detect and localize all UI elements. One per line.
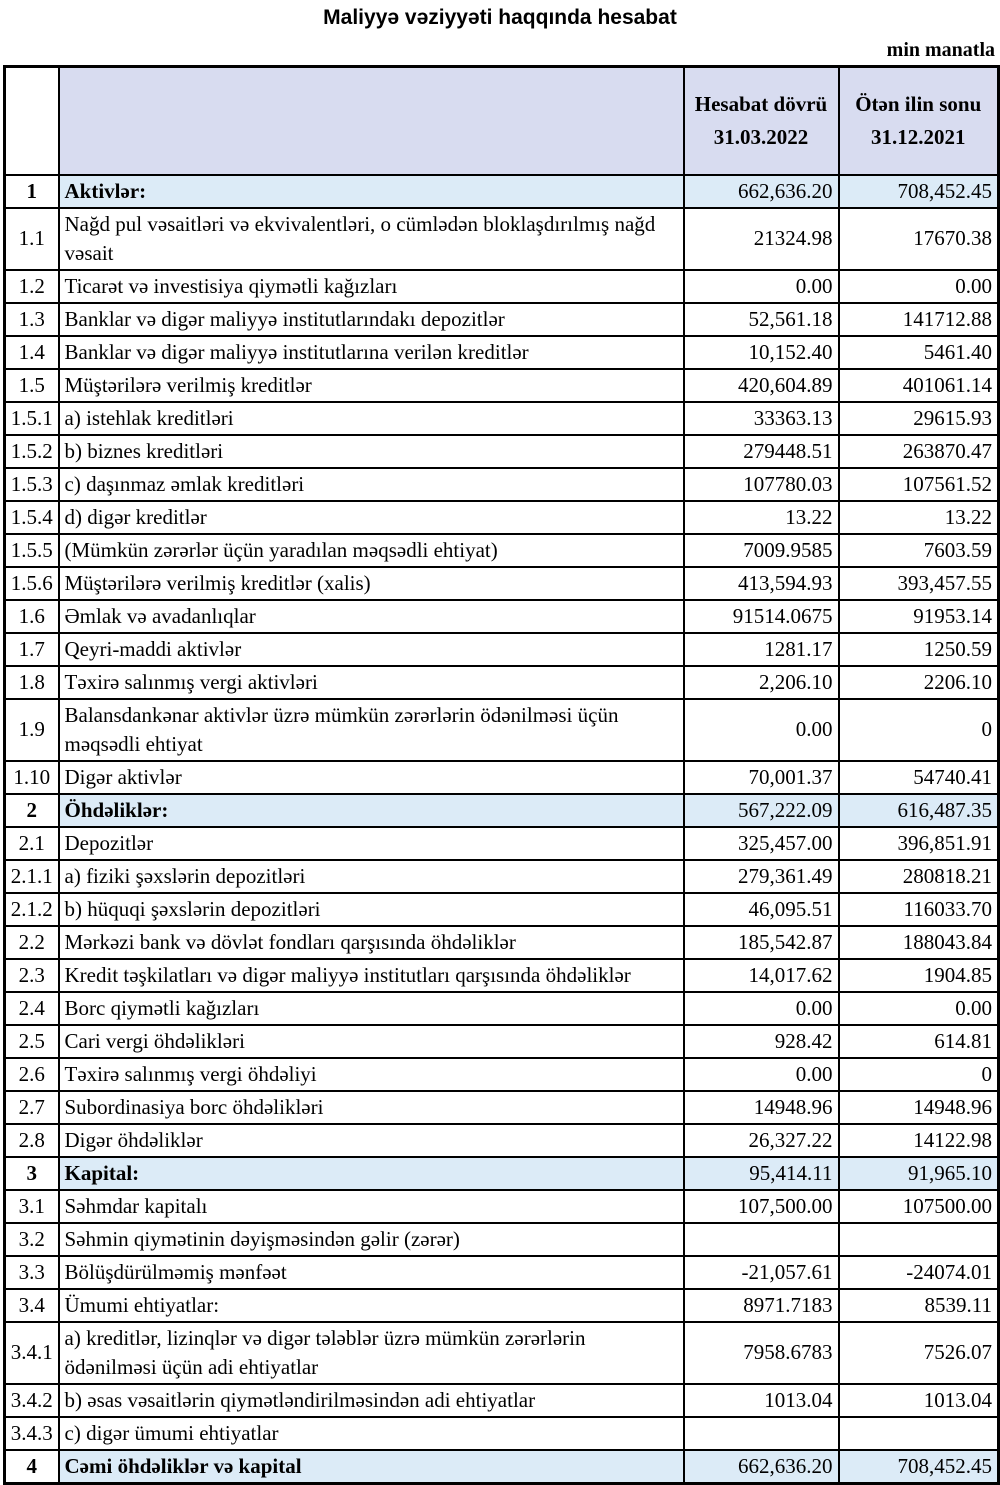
row-label: Müştərilərə verilmiş kreditlər [59, 369, 684, 402]
row-number: 2.3 [5, 959, 59, 992]
row-number: 3.4.1 [5, 1322, 59, 1384]
row-value-previous: 0 [839, 1058, 999, 1091]
current-period-label: Hesabat dövrü [694, 91, 828, 116]
table-row [5, 827, 999, 860]
row-value-previous: 708,452.45 [839, 1450, 999, 1484]
table-row [5, 1322, 999, 1384]
table-header [5, 67, 999, 175]
row-label: Müştərilərə verilmiş kreditlər (xalis) [59, 567, 684, 600]
header-row [5, 67, 999, 175]
table-row [5, 860, 999, 893]
row-value-current: 662,636.20 [684, 1450, 839, 1484]
row-number: 1.4 [5, 336, 59, 369]
row-label: Digər öhdəliklər [59, 1124, 684, 1157]
row-label: Bölüşdürülməmiş mənfəət [59, 1256, 684, 1289]
row-value-previous: 401061.14 [839, 369, 999, 402]
current-period-date: 31.03.2022 [713, 124, 809, 149]
table-row [5, 501, 999, 534]
row-label: Ticarət və investisiya qiymətli kağızları [59, 270, 684, 303]
row-value-current: 279448.51 [684, 435, 839, 468]
table-row [5, 303, 999, 336]
row-value-current [684, 1417, 839, 1450]
previous-period-date: 31.12.2021 [871, 124, 966, 149]
row-value-previous: 17670.38 [839, 208, 999, 270]
row-label: b) hüquqi şəxslərin depozitləri [59, 893, 684, 926]
row-value-current: 662,636.20 [684, 175, 839, 208]
header-cell-label-blank [59, 67, 684, 175]
row-value-current: 14,017.62 [684, 959, 839, 992]
row-value-current: 0.00 [684, 270, 839, 303]
table-row [5, 567, 999, 600]
row-value-current: 21324.98 [684, 208, 839, 270]
table-row [5, 402, 999, 435]
row-value-previous: 614.81 [839, 1025, 999, 1058]
table-row [5, 1091, 999, 1124]
row-value-previous: 0 [839, 699, 999, 761]
table-row [5, 926, 999, 959]
row-label: Qeyri-maddi aktivlər [59, 633, 684, 666]
row-value-previous: 14948.96 [839, 1091, 999, 1124]
row-label: b) əsas vəsaitlərin qiymətləndirilməsindən adi ehtiyatlar [59, 1384, 684, 1417]
row-value-current: 7009.9585 [684, 534, 839, 567]
row-label: Nağd pul vəsaitləri və ekvivalentləri, o cümlədən bloklaşdırılmış nağd vəsait [59, 208, 684, 270]
table-row [5, 534, 999, 567]
row-value-current: 1281.17 [684, 633, 839, 666]
row-label: Depozitlər [59, 827, 684, 860]
row-value-current: 279,361.49 [684, 860, 839, 893]
financial-statement-table [3, 65, 1000, 1485]
row-label: Əmlak və avadanlıqlar [59, 600, 684, 633]
row-number: 1.9 [5, 699, 59, 761]
row-value-current: 567,222.09 [684, 794, 839, 827]
row-value-current: 928.42 [684, 1025, 839, 1058]
row-value-previous: 0.00 [839, 992, 999, 1025]
row-label: Subordinasiya borc öhdəlikləri [59, 1091, 684, 1124]
row-number: 2 [5, 794, 59, 827]
row-number: 3.3 [5, 1256, 59, 1289]
row-value-current: 46,095.51 [684, 893, 839, 926]
row-number: 2.5 [5, 1025, 59, 1058]
table-row [5, 794, 999, 827]
row-value-previous: 1013.04 [839, 1384, 999, 1417]
table-row [5, 208, 999, 270]
table-row [5, 270, 999, 303]
row-value-previous: 2206.10 [839, 666, 999, 699]
row-value-current: 0.00 [684, 699, 839, 761]
row-value-previous: 708,452.45 [839, 175, 999, 208]
table-body [5, 175, 999, 1484]
row-value-previous: 1904.85 [839, 959, 999, 992]
row-number: 2.8 [5, 1124, 59, 1157]
row-number: 1.10 [5, 761, 59, 794]
table-row [5, 1025, 999, 1058]
table-row [5, 369, 999, 402]
table-row [5, 699, 999, 761]
table-row [5, 992, 999, 1025]
row-value-previous: 396,851.91 [839, 827, 999, 860]
table-row [5, 761, 999, 794]
row-number: 1 [5, 175, 59, 208]
row-number: 2.7 [5, 1091, 59, 1124]
row-number: 1.3 [5, 303, 59, 336]
row-value-previous: 14122.98 [839, 1124, 999, 1157]
row-value-previous: 1250.59 [839, 633, 999, 666]
table-row [5, 893, 999, 926]
row-value-previous: -24074.01 [839, 1256, 999, 1289]
previous-period-label: Ötən ilin sonu [855, 91, 982, 116]
row-value-previous: 91953.14 [839, 600, 999, 633]
row-label: Digər aktivlər [59, 761, 684, 794]
row-number: 2.6 [5, 1058, 59, 1091]
row-label: Balansdankənar aktivlər üzrə mümkün zərərlərin ödənilməsi üçün məqsədli ehtiyat [59, 699, 684, 761]
row-number: 3.2 [5, 1223, 59, 1256]
table-row [5, 1417, 999, 1450]
table-row [5, 666, 999, 699]
row-number: 1.2 [5, 270, 59, 303]
row-number: 3.4.2 [5, 1384, 59, 1417]
row-label: Borc qiymətli kağızları [59, 992, 684, 1025]
row-value-previous: 188043.84 [839, 926, 999, 959]
row-number: 2.1.1 [5, 860, 59, 893]
row-value-current: 420,604.89 [684, 369, 839, 402]
row-number: 2.2 [5, 926, 59, 959]
row-value-previous [839, 1223, 999, 1256]
row-value-previous: 0.00 [839, 270, 999, 303]
row-value-current: 413,594.93 [684, 567, 839, 600]
row-number: 1.7 [5, 633, 59, 666]
row-label: Cari vergi öhdəlikləri [59, 1025, 684, 1058]
table-row [5, 1157, 999, 1190]
row-label: Öhdəliklər: [59, 794, 684, 827]
row-label: Mərkəzi bank və dövlət fondları qarşısında öhdəliklər [59, 926, 684, 959]
table-row [5, 1289, 999, 1322]
row-value-previous: 7603.59 [839, 534, 999, 567]
row-value-current: 33363.13 [684, 402, 839, 435]
row-value-previous [839, 1417, 999, 1450]
row-value-previous: 280818.21 [839, 860, 999, 893]
row-value-current: 10,152.40 [684, 336, 839, 369]
row-number: 3.4 [5, 1289, 59, 1322]
row-value-previous: 393,457.55 [839, 567, 999, 600]
row-value-previous: 29615.93 [839, 402, 999, 435]
row-label: b) biznes kreditləri [59, 435, 684, 468]
row-label: Təxirə salınmış vergi öhdəliyi [59, 1058, 684, 1091]
row-number: 1.5.2 [5, 435, 59, 468]
row-label: Kredit təşkilatları və digər maliyyə institutları qarşısında öhdəliklər [59, 959, 684, 992]
row-number: 1.5.4 [5, 501, 59, 534]
row-value-previous: 141712.88 [839, 303, 999, 336]
row-value-current: 0.00 [684, 992, 839, 1025]
row-value-current: 7958.6783 [684, 1322, 839, 1384]
row-number: 1.8 [5, 666, 59, 699]
row-value-current: 52,561.18 [684, 303, 839, 336]
row-value-previous: 616,487.35 [839, 794, 999, 827]
row-value-current: 0.00 [684, 1058, 839, 1091]
row-label: Təxirə salınmış vergi aktivləri [59, 666, 684, 699]
row-label: Banklar və digər maliyyə institutlarındakı depozitlər [59, 303, 684, 336]
row-value-current: 1013.04 [684, 1384, 839, 1417]
row-value-current: 2,206.10 [684, 666, 839, 699]
row-label: Cəmi öhdəliklər və kapital [59, 1450, 684, 1484]
row-value-current: 107,500.00 [684, 1190, 839, 1223]
row-value-current: 14948.96 [684, 1091, 839, 1124]
row-value-current: 91514.0675 [684, 600, 839, 633]
row-number: 1.5.5 [5, 534, 59, 567]
row-label: c) digər ümumi ehtiyatlar [59, 1417, 684, 1450]
row-number: 3 [5, 1157, 59, 1190]
row-number: 1.1 [5, 208, 59, 270]
row-value-current: 107780.03 [684, 468, 839, 501]
row-value-previous: 107500.00 [839, 1190, 999, 1223]
row-value-previous: 107561.52 [839, 468, 999, 501]
row-value-current [684, 1223, 839, 1256]
table-row [5, 1058, 999, 1091]
row-value-previous: 116033.70 [839, 893, 999, 926]
row-number: 1.6 [5, 600, 59, 633]
row-number: 3.4.3 [5, 1417, 59, 1450]
table-row [5, 1190, 999, 1223]
header-cell-current-period [684, 67, 839, 175]
row-value-current: 8971.7183 [684, 1289, 839, 1322]
row-label: Banklar və digər maliyyə institutlarına verilən kreditlər [59, 336, 684, 369]
row-value-previous: 7526.07 [839, 1322, 999, 1384]
row-label: Ümumi ehtiyatlar: [59, 1289, 684, 1322]
row-value-previous: 5461.40 [839, 336, 999, 369]
row-number: 1.5.6 [5, 567, 59, 600]
row-label: a) istehlak kreditləri [59, 402, 684, 435]
table-row [5, 600, 999, 633]
table-row [5, 633, 999, 666]
row-number: 3.1 [5, 1190, 59, 1223]
table-row [5, 1223, 999, 1256]
row-value-current: 325,457.00 [684, 827, 839, 860]
table-row [5, 1256, 999, 1289]
table-row [5, 336, 999, 369]
row-number: 4 [5, 1450, 59, 1484]
row-number: 2.1 [5, 827, 59, 860]
row-label: (Mümkün zərərlər üçün yaradılan məqsədli ehtiyat) [59, 534, 684, 567]
row-number: 1.5.3 [5, 468, 59, 501]
row-value-previous: 8539.11 [839, 1289, 999, 1322]
unit-note: min manatla [886, 39, 995, 61]
row-label: d) digər kreditlər [59, 501, 684, 534]
row-value-previous: 13.22 [839, 501, 999, 534]
row-label: Kapital: [59, 1157, 684, 1190]
row-label: Aktivlər: [59, 175, 684, 208]
table-row [5, 1450, 999, 1484]
row-value-current: 95,414.11 [684, 1157, 839, 1190]
row-value-current: 26,327.22 [684, 1124, 839, 1157]
row-label: c) daşınmaz əmlak kreditləri [59, 468, 684, 501]
row-value-previous: 91,965.10 [839, 1157, 999, 1190]
row-value-current: -21,057.61 [684, 1256, 839, 1289]
row-value-current: 185,542.87 [684, 926, 839, 959]
row-value-current: 13.22 [684, 501, 839, 534]
row-number: 1.5.1 [5, 402, 59, 435]
page-title: Maliyyə vəziyyəti haqqında hesabat [323, 6, 677, 29]
header-cell-rownum-blank [5, 67, 59, 175]
table-row [5, 175, 999, 208]
row-label: a) fiziki şəxslərin depozitləri [59, 860, 684, 893]
table-row [5, 959, 999, 992]
table-row [5, 435, 999, 468]
row-number: 1.5 [5, 369, 59, 402]
header-cell-previous-period [839, 67, 999, 175]
row-number: 2.4 [5, 992, 59, 1025]
table-row [5, 1384, 999, 1417]
row-value-current: 70,001.37 [684, 761, 839, 794]
table-row [5, 1124, 999, 1157]
row-number: 2.1.2 [5, 893, 59, 926]
row-value-previous: 54740.41 [839, 761, 999, 794]
row-label: Səhmin qiymətinin dəyişməsindən gəlir (zərər) [59, 1223, 684, 1256]
row-value-previous: 263870.47 [839, 435, 999, 468]
row-label: Səhmdar kapitalı [59, 1190, 684, 1223]
table-row [5, 468, 999, 501]
row-label: a) kreditlər, lizinqlər və digər tələblər üzrə mümkün zərərlərin ödənilməsi üçün adi ehtiyatlar [59, 1322, 684, 1384]
